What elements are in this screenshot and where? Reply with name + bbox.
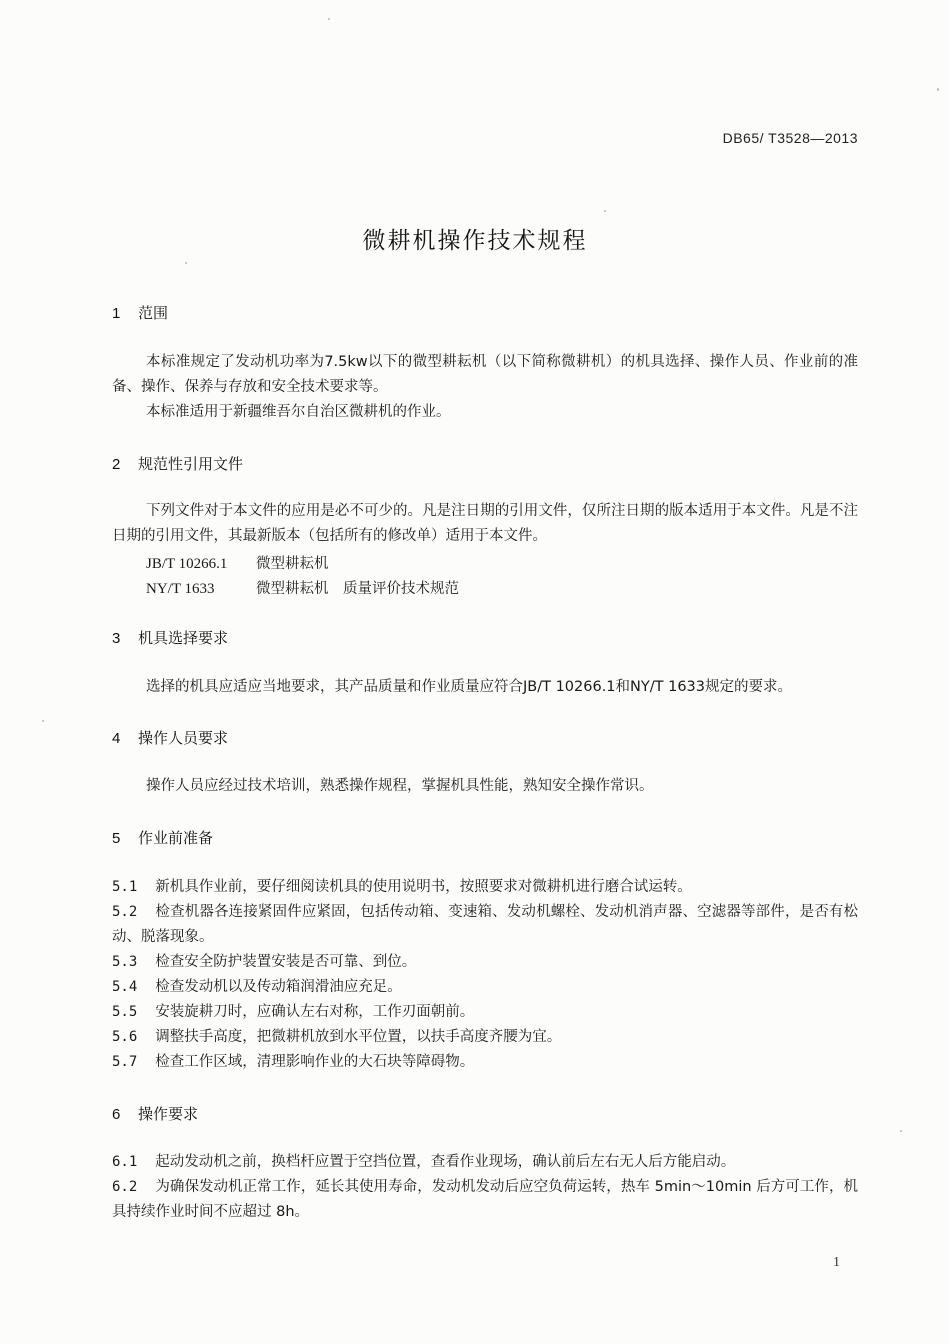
section-title: 作业前准备 [138,829,214,847]
clause-5-5 [112,1000,858,1025]
clause-number: 5.3 [112,954,138,970]
reference-code: JB/T 10266.1 [146,556,228,572]
clause-text: 检查机器各连接紧固件应紧固，包括传动箱、变速箱、发动机螺栓、发动机消声器、空滤器等部件，是否有松动、脱落现象。 [112,904,858,945]
clause-5-6 [112,1025,858,1050]
scan-speck [900,1130,902,1132]
section-heading-4 [112,727,228,748]
section-number: 1 [112,305,121,322]
clause-number: 6.2 [112,1179,138,1195]
clause-6-2 [112,1175,858,1225]
reference-entry [146,577,459,598]
section-heading-5 [112,827,213,848]
clause-5-2 [112,900,858,950]
clause-5-3 [112,950,858,975]
clause-number: 5.4 [112,979,138,995]
section-heading-2 [112,453,243,474]
scan-speck [185,262,187,264]
reference-code: NY/T 1633 [146,581,215,597]
clause-text: 检查发动机以及传动箱润滑油应充足。 [155,979,402,995]
section-number: 2 [112,456,121,473]
clause-number: 5.2 [112,904,138,920]
clause-number: 5.5 [112,1004,138,1020]
page-number: 1 [833,1255,840,1270]
scope-paragraph: 本标准规定了发动机功率为7.5kw以下的微型耕耘机（以下简称微耕机）的机具选择、操作人员、作业前的准备、操作、保养与存放和安全技术要求等。 [112,354,858,395]
clause-text: 调整扶手高度，把微耕机放到水平位置，以扶手高度齐腰为宜。 [155,1029,562,1045]
scan-speck [604,210,606,212]
reference-name: 微型耕耘机 [256,556,329,572]
reference-name: 微型耕耘机 质量评价技术规范 [256,581,459,597]
clause-5-1 [112,875,858,900]
clause-number: 5.1 [112,879,138,895]
section-number: 6 [112,1106,121,1123]
reference-entry [146,552,329,573]
section-number: 5 [112,830,121,847]
scope-applicability: 本标准适用于新疆维吾尔自治区微耕机的作业。 [146,404,451,420]
section-title: 操作要求 [138,1105,199,1123]
section-title: 操作人员要求 [138,729,229,747]
scan-speck [937,88,939,91]
standard-code: DB65/ T3528—2013 [722,130,858,146]
section-heading-3 [112,627,228,648]
clause-text: 安装旋耕刀时，应确认左右对称，工作刃面朝前。 [155,1004,475,1020]
clause-text: 新机具作业前，要仔细阅读机具的使用说明书，按照要求对微耕机进行磨合试运转。 [155,879,692,895]
clause-5-7 [112,1050,858,1075]
section-heading-1 [112,302,168,323]
section-title: 范围 [138,304,169,322]
clause-6-1 [112,1150,858,1175]
section-title: 机具选择要求 [138,629,229,647]
clause-number: 5.7 [112,1054,138,1070]
clause-text: 检查工作区域，清理影响作业的大石块等障碍物。 [155,1054,475,1070]
clause-text: 为确保发动机正常工作，延长其使用寿命，发动机发动后应空负荷运转，热车 5min～10min 后方可工作，机具持续作业时间不应超过 8h。 [112,1179,858,1220]
clause-text: 检查安全防护装置安装是否可靠、到位。 [155,954,417,970]
section-title: 规范性引用文件 [138,455,244,473]
clause-number: 6.1 [112,1154,138,1170]
scan-speck [328,18,330,20]
normative-references-paragraph: 下列文件对于本文件的应用是必不可少的。凡是注日期的引用文件，仅所注日期的版本适用于本文件。凡是不注日期的引用文件，其最新版本（包括所有的修改单）适用于本文件。 [112,503,858,544]
operator-requirements-paragraph: 操作人员应经过技术培训，熟悉操作规程，掌握机具性能，熟知安全操作常识。 [146,778,654,794]
clause-number: 5.6 [112,1029,138,1045]
scan-speck [42,720,44,722]
section-number: 4 [112,730,121,747]
section-number: 3 [112,630,121,647]
section-heading-6 [112,1103,198,1124]
clause-5-4 [112,975,858,1000]
clause-text: 起动发动机之前，换档杆应置于空挡位置，查看作业现场，确认前后左右无人后方能启动。 [155,1154,736,1170]
machine-selection-paragraph: 选择的机具应适应当地要求，其产品质量和作业质量应符合JB/T 10266.1和NY/T 1633规定的要求。 [146,679,792,695]
document-title: 微耕机操作技术规程 [362,228,588,254]
